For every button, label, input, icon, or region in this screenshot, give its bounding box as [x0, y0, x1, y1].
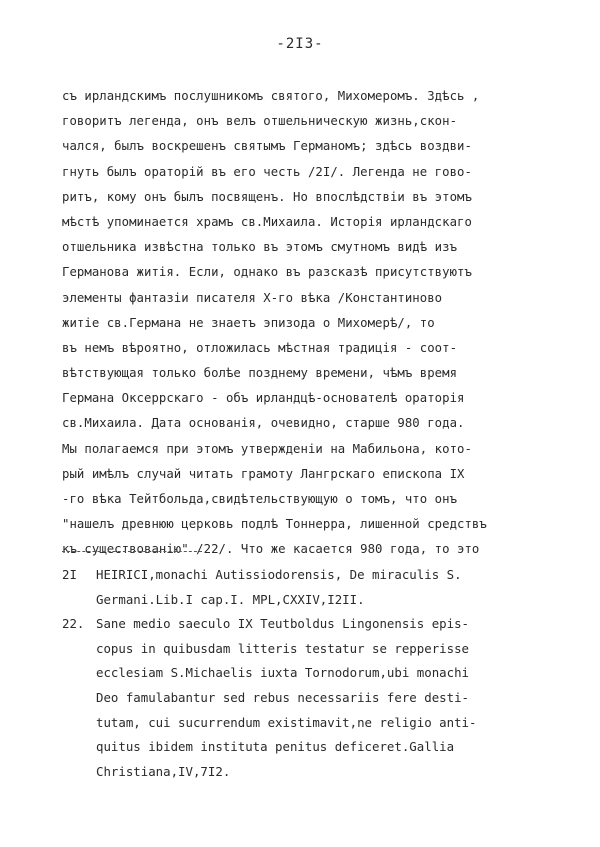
body-line: Германа Оксеррскаго - объ ирландцѣ-основателѣ ораторія	[62, 391, 465, 406]
footnote-line: Christiana,IV,7I2.	[96, 763, 231, 779]
footnote-number: 2I	[62, 567, 77, 582]
body-line: чался, былъ воскрешенъ святымъ Германомъ; здѣсь воздви-	[62, 139, 472, 154]
body-line: отшельника извѣстна только въ этомъ смутномъ видѣ изъ	[62, 240, 458, 255]
body-line: элементы фантазіи писателя X-го вѣка /Константиново	[62, 290, 443, 305]
body-line: вѣтствующая только болѣе позднему времени, чѣмъ время	[62, 366, 458, 381]
footnote-line: quitus ibidem instituta penitus deficeret.Gallia	[96, 739, 455, 755]
footnote-line: tutam, cui sucurrendum existimavit,ne religio anti-	[96, 714, 477, 730]
footnote-line: Germani.Lib.I cap.I. MPL,CXXIV,I2II.	[96, 591, 365, 607]
footnote-line: ecclesiam S.Michaelis iuxta Tornodorum,ubi monachi	[96, 665, 469, 681]
footnote-21	[62, 563, 562, 588]
body-line: гнуть былъ ораторій въ его честь /2I/. Легенда не гово-	[62, 164, 472, 179]
body-line: св.Михаила. Дата основанія, очевидно, старше 980 года.	[62, 416, 465, 431]
body-line: мѣстѣ упоминается храмъ св.Михаила. Исторія ирландскаго	[62, 214, 472, 229]
body-text	[62, 84, 552, 563]
footnote-text: Sane medio saeculo IX Teutboldus Lingonensis epis-	[96, 616, 469, 632]
footnote-22	[62, 612, 562, 637]
footnote-line: copus in quibusdam litteris testatur se repperisse	[96, 640, 469, 656]
body-line: житіе св.Германа не знаетъ эпизода о Михомерѣ/, то	[62, 315, 435, 330]
body-line: -го вѣка Тейтбольда,свидѣтельствующую о томъ, что онъ	[62, 492, 458, 506]
body-line: Германова житія. Если, однако въ разсказѣ присутствуютъ	[62, 265, 472, 280]
footnotes	[62, 563, 562, 784]
footnote-divider	[62, 551, 202, 552]
body-line: въ немъ вѣроятно, отложилась мѣстная традиція - соот-	[62, 340, 458, 355]
body-line: говоритъ легенда, онъ велъ отшельническую жизнь,скон-	[62, 114, 458, 129]
body-line: съ ирландскимъ послушникомъ святого, Михомеромъ. Здѣсь ,	[62, 89, 480, 103]
body-line: Мы полагаемся при этомъ утвержденіи на Мабильона, кото-	[62, 441, 472, 456]
footnote-line: Deo famulabantur sed rebus necessariis fere desti-	[96, 689, 469, 705]
page-number: -2I3-	[276, 36, 324, 52]
body-line: "нашелъ древнюю церковь подлѣ Тоннерра, лишенной средствъ	[62, 517, 487, 532]
body-line: ритъ, кому онъ былъ посвященъ. Но впослѣдствіи въ этомъ	[62, 189, 472, 204]
footnote-text: HEIRICI,monachi Autissiodorensis, De miraculis S.	[96, 567, 462, 582]
body-line: рый имѣлъ случай читать грамоту Лангрскаго епископа IX	[62, 466, 465, 481]
footnote-number: 22.	[62, 616, 85, 632]
body-line: къ существованію" /22/. Что же касается 980 года, то это	[62, 542, 480, 557]
